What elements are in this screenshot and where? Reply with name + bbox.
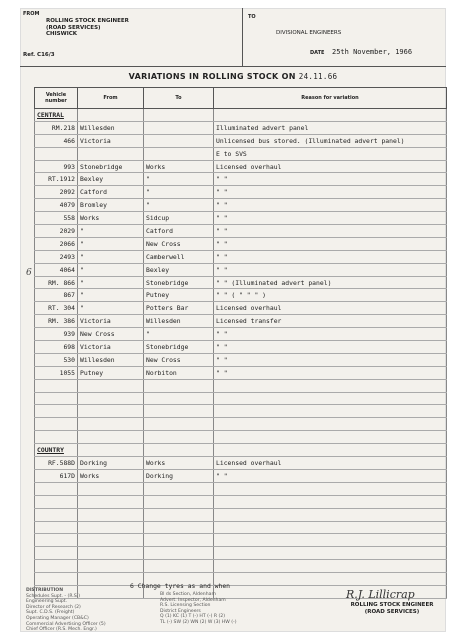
margin-mark: 6: [26, 268, 32, 278]
reason-cell: [214, 405, 447, 418]
reference: Ref. C16/3: [23, 52, 55, 58]
vehicle-cell: 4064: [35, 263, 78, 276]
table-row: [35, 250, 447, 263]
from-cell: Willesden: [78, 353, 144, 366]
to-cell: [144, 392, 214, 405]
distribution-line: Engineering Supt.: [26, 599, 68, 605]
table-row: [35, 431, 447, 444]
from-cell: [78, 521, 144, 534]
vehicle-cell: 867: [35, 289, 78, 302]
footnote: 6 Change tyres as and when: [130, 582, 231, 590]
from-cell: Stonebridge: [78, 160, 144, 173]
vehicle-cell: 4079: [35, 199, 78, 212]
reason-cell: " " (Illuminated advert panel): [214, 276, 447, 289]
to-cell: [144, 431, 214, 444]
from-cell: ": [78, 250, 144, 263]
vehicle-cell: 2092: [35, 186, 78, 199]
distribution-line: Director of Research (2): [26, 604, 81, 610]
from-cell: ": [78, 263, 144, 276]
from-cell: [78, 431, 144, 444]
table-row: [35, 418, 447, 431]
to-cell: [144, 547, 214, 560]
from-line1: ROLLING STOCK ENGINEER: [46, 18, 129, 24]
reason-cell: [214, 482, 447, 495]
reason-cell: " ": [214, 225, 447, 238]
vehicle-cell: [35, 482, 78, 495]
from-cell: Putney: [78, 366, 144, 379]
from-cell: [78, 392, 144, 405]
reason-cell: [214, 431, 447, 444]
vehicle-cell: 939: [35, 328, 78, 341]
col-vehicle: Vehicle number: [35, 88, 78, 109]
from-cell: [78, 495, 144, 508]
reason-cell: [214, 418, 447, 431]
reason-cell: [214, 508, 447, 521]
vehicle-cell: 698: [35, 341, 78, 354]
table-row: [35, 444, 447, 457]
reason-cell: Unlicensed bus stored. (Illuminated advert panel): [214, 134, 447, 147]
table-row: [35, 482, 447, 495]
from-cell: [78, 444, 144, 457]
to-cell: Stonebridge: [144, 276, 214, 289]
from-cell: [78, 482, 144, 495]
from-cell: Victoria: [78, 134, 144, 147]
variation-form: [20, 8, 446, 632]
table-row: [35, 134, 447, 147]
vehicle-cell: RM.218: [35, 121, 78, 134]
to-cell: Sidcup: [144, 212, 214, 225]
table-row: [35, 212, 447, 225]
reason-cell: Licensed overhaul: [214, 160, 447, 173]
table-row: [35, 547, 447, 560]
table-row: [35, 199, 447, 212]
distribution-line: TL (-) SW (2) WN (2) W (3) HW (-): [160, 619, 237, 625]
to-cell: ": [144, 186, 214, 199]
to-cell: [144, 405, 214, 418]
date-label: DATE: [310, 50, 325, 56]
vehicle-cell: CENTRAL: [35, 109, 78, 122]
reason-cell: [214, 495, 447, 508]
sig-title-line2: (ROAD SERVICES): [364, 608, 420, 615]
distribution-line: R.S. Licensing Section: [160, 603, 211, 609]
reason-cell: [214, 534, 447, 547]
to-cell: [144, 482, 214, 495]
from-cell: [78, 534, 144, 547]
reason-cell: " ": [214, 263, 447, 276]
table-row: [35, 121, 447, 134]
distribution-list-right: [160, 592, 237, 626]
table-row: [35, 173, 447, 186]
to-cell: [144, 121, 214, 134]
table-row: [35, 263, 447, 276]
col-reason: Reason for variation: [214, 88, 447, 109]
signature-title: [338, 602, 446, 615]
table-row: [35, 147, 447, 160]
vehicle-cell: RM. 866: [35, 276, 78, 289]
from-cell: ": [78, 276, 144, 289]
distribution-line: Operating Manager (CB&C): [26, 615, 89, 621]
vehicle-cell: [35, 418, 78, 431]
to-cell: [144, 560, 214, 573]
reason-cell: Licensed overhaul: [214, 302, 447, 315]
table-body: [35, 109, 447, 599]
table-row: [35, 508, 447, 521]
vehicle-cell: 558: [35, 212, 78, 225]
from-cell: Works: [78, 469, 144, 482]
vehicle-cell: [35, 379, 78, 392]
to-cell: New Cross: [144, 237, 214, 250]
vehicle-cell: 530: [35, 353, 78, 366]
table-header-row: [35, 88, 447, 109]
distribution-list-left: [26, 588, 106, 633]
to-cell: Willesden: [144, 315, 214, 328]
to-cell: Potters Bar: [144, 302, 214, 315]
to-cell: Stonebridge: [144, 341, 214, 354]
to-cell: [144, 379, 214, 392]
table-row: [35, 469, 447, 482]
from-cell: Works: [78, 212, 144, 225]
title-text: VARIATIONS IN ROLLING STOCK ON: [128, 72, 296, 81]
table-row: [35, 109, 447, 122]
reason-cell: " ": [214, 186, 447, 199]
distribution-line: District Engineers: [160, 608, 201, 614]
form-header: [20, 8, 446, 67]
to-cell: Norbiton: [144, 366, 214, 379]
table-row: [35, 495, 447, 508]
to-cell: [144, 495, 214, 508]
distribution-line: Commercial Advertising Officer (5): [26, 621, 106, 627]
form-footer: [20, 580, 446, 632]
table-row: [35, 353, 447, 366]
vehicle-cell: [35, 534, 78, 547]
vehicle-cell: [35, 560, 78, 573]
reason-cell: " ": [214, 328, 447, 341]
title-date: 24.11.66: [298, 72, 338, 81]
distribution-line: DISTRIBUTION: [26, 588, 64, 593]
from-cell: Bromley: [78, 199, 144, 212]
table-row: [35, 366, 447, 379]
table-row: [35, 186, 447, 199]
table-row: [35, 276, 447, 289]
from-cell: Catford: [78, 186, 144, 199]
reason-cell: " ": [214, 250, 447, 263]
from-cell: [78, 147, 144, 160]
from-cell: [78, 508, 144, 521]
from-cell: [78, 418, 144, 431]
table-row: [35, 237, 447, 250]
from-cell: Dorking: [78, 457, 144, 470]
reason-cell: Licensed overhaul: [214, 457, 447, 470]
to-cell: ": [144, 328, 214, 341]
table-row: [35, 457, 447, 470]
reason-cell: " ": [214, 173, 447, 186]
from-cell: Victoria: [78, 341, 144, 354]
reason-cell: " ": [214, 237, 447, 250]
vehicle-cell: [35, 521, 78, 534]
reason-cell: " ": [214, 341, 447, 354]
table-row: [35, 560, 447, 573]
vehicle-cell: 2029: [35, 225, 78, 238]
from-cell: ": [78, 237, 144, 250]
vehicle-cell: [35, 508, 78, 521]
from-cell: [78, 379, 144, 392]
form-title: [20, 72, 446, 81]
table-row: [35, 302, 447, 315]
table-row: [35, 405, 447, 418]
reason-cell: " ": [214, 212, 447, 225]
from-cell: New Cross: [78, 328, 144, 341]
reason-cell: " ": [214, 469, 447, 482]
table-row: [35, 225, 447, 238]
table-row: [35, 392, 447, 405]
vehicle-cell: [35, 405, 78, 418]
from-cell: [78, 109, 144, 122]
to-cell: [144, 444, 214, 457]
from-cell: ": [78, 302, 144, 315]
to-cell: Dorking: [144, 469, 214, 482]
distribution-line: Chief Officer (R.S. Mech. Engr.): [26, 627, 97, 633]
from-cell: [78, 405, 144, 418]
from-label: FROM: [23, 11, 40, 17]
vehicle-cell: [35, 495, 78, 508]
vehicle-cell: 2066: [35, 237, 78, 250]
from-line3: CHISWICK: [46, 31, 78, 37]
from-line2: (ROAD SERVICES): [46, 24, 101, 31]
vehicle-cell: RF.588D: [35, 457, 78, 470]
reason-cell: [214, 560, 447, 573]
table-row: [35, 341, 447, 354]
vehicle-cell: RT.1912: [35, 173, 78, 186]
from-cell: ": [78, 289, 144, 302]
to-cell: [144, 508, 214, 521]
reason-cell: " ": [214, 366, 447, 379]
vehicle-cell: 1055: [35, 366, 78, 379]
reason-cell: [214, 109, 447, 122]
table-row: [35, 379, 447, 392]
to-cell: Putney: [144, 289, 214, 302]
table-row: [35, 328, 447, 341]
vehicle-cell: 993: [35, 160, 78, 173]
vehicle-cell: RT. 304: [35, 302, 78, 315]
vehicle-cell: [35, 392, 78, 405]
reason-cell: [214, 392, 447, 405]
vehicle-cell: COUNTRY: [35, 444, 78, 457]
distribution-line: Schedules Supt. - (R.S.): [26, 593, 80, 599]
from-cell: [78, 547, 144, 560]
distribution-line: Bl ds Section, Aldenham: [160, 592, 216, 597]
reason-cell: " " ( " " " ): [214, 289, 447, 302]
to-cell: [144, 521, 214, 534]
to-cell: ": [144, 173, 214, 186]
reason-cell: " ": [214, 199, 447, 212]
reason-cell: [214, 379, 447, 392]
reason-cell: E to SVS: [214, 147, 447, 160]
to-label: TO: [248, 14, 256, 20]
distribution-line: Supt. C.D.S. (Freight): [26, 610, 75, 616]
vehicle-cell: 617D: [35, 469, 78, 482]
col-from: From: [78, 88, 144, 109]
to-cell: New Cross: [144, 353, 214, 366]
vehicle-cell: [35, 547, 78, 560]
to-cell: [144, 147, 214, 160]
to-cell: Camberwell: [144, 250, 214, 263]
vehicle-cell: RM. 386: [35, 315, 78, 328]
from-cell: Victoria: [78, 315, 144, 328]
from-cell: Bexley: [78, 173, 144, 186]
to-cell: [144, 418, 214, 431]
to-cell: Bexley: [144, 263, 214, 276]
vehicle-cell: 466: [35, 134, 78, 147]
to-cell: Works: [144, 457, 214, 470]
to-cell: Catford: [144, 225, 214, 238]
to-cell: [144, 134, 214, 147]
vehicle-cell: [35, 431, 78, 444]
to-cell: ": [144, 199, 214, 212]
from-cell: Willesden: [78, 121, 144, 134]
date-value: 25th November, 1966: [332, 48, 413, 56]
table-row: [35, 160, 447, 173]
table-row: [35, 315, 447, 328]
vehicle-cell: 2493: [35, 250, 78, 263]
reason-cell: Licensed transfer: [214, 315, 447, 328]
from-block: [20, 8, 243, 66]
to-cell: Works: [144, 160, 214, 173]
reason-cell: [214, 521, 447, 534]
sig-title-line1: ROLLING STOCK ENGINEER: [350, 602, 434, 608]
to-cell: [144, 109, 214, 122]
to-value: DIVISIONAL ENGINEERS: [276, 30, 342, 36]
from-cell: ": [78, 225, 144, 238]
reason-cell: Illuminated advert panel: [214, 121, 447, 134]
distribution-line: Advert. Inspector, Aldenham: [160, 597, 226, 603]
table-row: [35, 521, 447, 534]
from-cell: [78, 560, 144, 573]
to-cell: [144, 534, 214, 547]
variations-table: [34, 87, 447, 599]
col-to: To: [144, 88, 214, 109]
signature: R.J. Lillicrap: [346, 588, 415, 601]
vehicle-cell: [35, 147, 78, 160]
reason-cell: " ": [214, 353, 447, 366]
distribution-line: Q (1) KC (1) T (-) HT (-) R (2): [160, 614, 225, 620]
reason-cell: [214, 444, 447, 457]
reason-cell: [214, 547, 447, 560]
table-row: [35, 534, 447, 547]
table-row: [35, 289, 447, 302]
